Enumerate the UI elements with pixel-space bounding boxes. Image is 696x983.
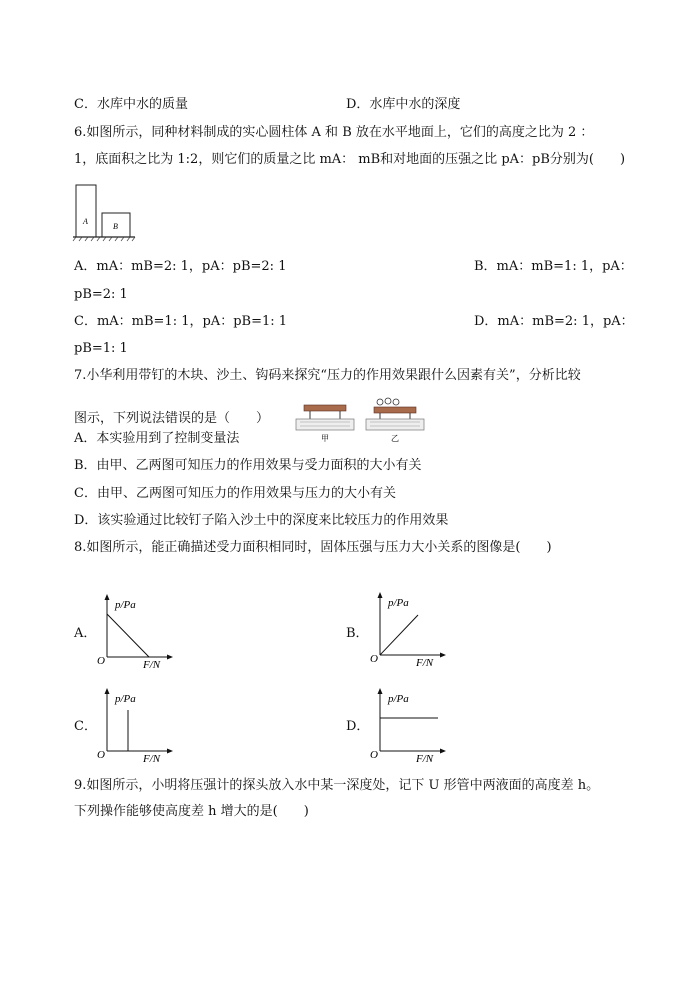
q5-option-d: D．水库中水的深度 xyxy=(346,97,461,112)
graph-a-ylabel: p/Pa xyxy=(115,599,136,611)
q7-nail-block-figure xyxy=(294,395,434,443)
setup-yi xyxy=(366,398,424,430)
graph-b-ylabel: p/Pa xyxy=(388,597,409,609)
graph-c-ylabel: p/Pa xyxy=(115,693,136,705)
q7-stem-line1: 7.小华利用带钉的木块、沙土、钩码来探究“压力的作用效果跟什么因素有关”，分析比较 xyxy=(74,368,581,383)
q8-graph-a xyxy=(95,592,175,670)
q6-option-b-cont: pB=2: 1 xyxy=(74,287,128,302)
q8-graph-d xyxy=(368,686,448,764)
graph-d-ylabel: p/Pa xyxy=(388,693,409,705)
graph-b-xlabel: F/N xyxy=(416,657,434,668)
graph-b-origin: O xyxy=(370,653,378,665)
q6-cylinders-figure xyxy=(72,180,138,244)
q6-option-c: C．mA：mB=1: 1，pA：pB=1: 1 xyxy=(74,314,288,329)
q5-option-c: C．水库中水的质量 xyxy=(74,97,188,112)
q9-stem-line2: 下列操作能够使高度差 h 增大的是( ) xyxy=(74,804,309,819)
q8-stem: 8.如图所示，能正确描述受力面积相同时，固体压强与压力大小关系的图像是( ) xyxy=(74,540,552,555)
q6-option-d: D．mA：mB=2: 1，pA： xyxy=(474,314,634,329)
q6-option-d-cont: pB=1: 1 xyxy=(74,341,128,356)
graph-a-xlabel: F/N xyxy=(143,659,161,670)
q8-option-a: A． xyxy=(74,626,97,641)
label-jia: 甲 xyxy=(321,434,329,443)
graph-b-line xyxy=(380,615,418,655)
q7-stem-line2: 图示，下列说法错误的是（ ） xyxy=(74,411,270,426)
graph-a-origin: O xyxy=(97,655,105,667)
q7-option-b: B．由甲、乙两图可知压力的作用效果与受力面积的大小有关 xyxy=(74,458,422,473)
label-b: B xyxy=(113,222,118,231)
q7-option-d: D．该实验通过比较钉子陷入沙土中的深度来比较压力的作用效果 xyxy=(74,513,449,528)
q8-option-d: D． xyxy=(346,719,370,734)
graph-c-xlabel: F/N xyxy=(143,753,161,764)
q8-option-b: B． xyxy=(346,626,369,641)
setup-jia xyxy=(296,405,354,430)
q6-stem-line1: 6.如图所示，同种材料制成的实心圆柱体 A 和 B 放在水平地面上，它们的高度之比为 2 ： xyxy=(74,125,594,140)
graph-d-origin: O xyxy=(370,749,378,761)
q8-graph-c xyxy=(95,686,175,764)
graph-a-line xyxy=(107,614,149,657)
label-yi: 乙 xyxy=(391,434,399,443)
q7-option-c: C．由甲、乙两图可知压力的作用效果与压力的大小有关 xyxy=(74,486,396,501)
cylinder-a xyxy=(76,185,96,237)
q6-option-b: B．mA：mB=1: 1，pA： xyxy=(474,259,633,274)
label-a: A xyxy=(83,217,88,226)
q9-stem-line1: 9.如图所示，小明将压强计的探头放入水中某一深度处，记下 U 形管中两液面的高度差 h。 xyxy=(74,778,600,793)
graph-d-xlabel: F/N xyxy=(416,753,434,764)
q7-option-a: A．本实验用到了控制变量法 xyxy=(74,431,240,446)
q8-graph-b xyxy=(368,590,448,668)
graph-c-origin: O xyxy=(97,749,105,761)
q6-stem-line2: 1，底面积之比为 1:2，则它们的质量之比 mA： mB和对地面的压强之比 pA：pB分别为( ) xyxy=(74,152,626,167)
q8-option-c: C． xyxy=(74,719,97,734)
q6-option-a: A．mA：mB=2: 1，pA：pB=2: 1 xyxy=(74,259,287,274)
ground-hatching xyxy=(73,237,135,241)
